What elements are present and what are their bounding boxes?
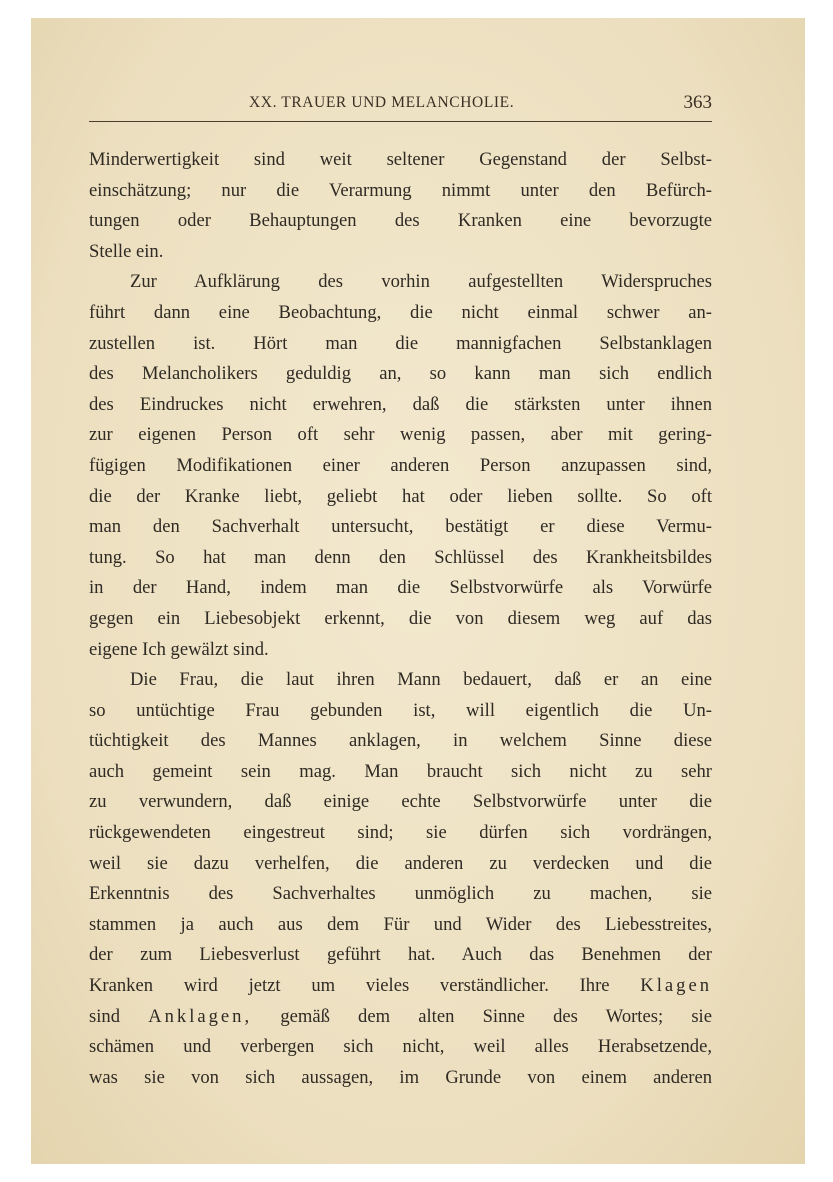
text-line: auch gemeint sein mag. Man braucht sich nicht zu sehr — [89, 760, 712, 782]
text-line: zu verwundern, daß einige echte Selbstvorwürfe unter die — [89, 791, 712, 813]
text-segment: sind — [89, 1005, 120, 1027]
body-text — [89, 145, 712, 1093]
page-number: 363 — [683, 92, 712, 113]
text-line: Zur Aufklärung des vorhin aufgestellten Widerspruches — [130, 271, 712, 293]
text-line: des Melancholikers geduldig an, so kann man sich endlich — [89, 363, 712, 385]
spaced-word: Klagen — [640, 975, 712, 997]
text-line: in der Hand, indem man die Selbstvorwürfe als Vorwürfe — [89, 577, 712, 599]
text-line: tung. So hat man denn den Schlüssel des Krankheitsbildes — [89, 546, 712, 568]
header-rule — [89, 121, 712, 122]
text-line: gegen ein Liebesobjekt erkennt, die von diesem weg auf das — [89, 607, 712, 629]
text-line: eigene Ich gewälzt sind. — [89, 638, 269, 660]
text-line: schämen und verbergen sich nicht, weil alles Herabsetzende, — [89, 1036, 712, 1058]
text-line: was sie von sich aussagen, im Grunde von einem anderen — [89, 1066, 712, 1088]
text-line: einschätzung; nur die Verarmung nimmt unter den Befürch- — [89, 179, 712, 201]
text-line: Stelle ein. — [89, 240, 164, 262]
text-line: man den Sachverhalt untersucht, bestätigt er diese Vermu- — [89, 516, 712, 538]
text-line: zustellen ist. Hört man die mannigfachen Selbstanklagen — [89, 332, 712, 354]
text-line: zur eigenen Person oft sehr wenig passen, aber mit gering- — [89, 424, 712, 446]
text-line: des Eindruckes nicht erwehren, daß die stärksten unter ihnen — [89, 393, 712, 415]
text-line: Minderwertigkeit sind weit seltener Gegenstand der Selbst- — [89, 149, 712, 170]
text-line — [89, 1002, 712, 1033]
text-line: stammen ja auch aus dem Für und Wider des Liebesstreites, — [89, 913, 712, 935]
running-head: XX. TRAUER UND MELANCHOLIE. — [249, 94, 515, 111]
text-line: Die Frau, die laut ihren Mann bedauert, daß er an eine — [130, 669, 712, 691]
page-header — [89, 92, 712, 122]
text-line: so untüchtige Frau gebunden ist, will eigentlich die Un- — [89, 699, 712, 721]
text-segment: gemäß dem alten Sinne des Wortes; sie — [280, 1005, 712, 1027]
text-line: rückgewendeten eingestreut sind; sie dürfen sich vordrängen, — [89, 822, 712, 844]
text-line: Erkenntnis des Sachverhaltes unmöglich zu machen, sie — [89, 883, 712, 905]
text-line: fügigen Modifikationen einer anderen Person anzupassen sind, — [89, 454, 712, 476]
text-segment: Kranken wird jetzt um vieles verständlicher. Ihre — [89, 975, 610, 997]
text-line — [89, 971, 712, 1002]
text-line: tungen oder Behauptungen des Kranken eine bevorzugte — [89, 210, 712, 232]
text-line: die der Kranke liebt, geliebt hat oder lieben sollte. So oft — [89, 485, 712, 507]
text-line: tüchtigkeit des Mannes anklagen, in welchem Sinne diese — [89, 730, 712, 752]
text-line: weil sie dazu verhelfen, die anderen zu verdecken und die — [89, 852, 712, 874]
text-line: führt dann eine Beobachtung, die nicht einmal schwer an- — [89, 301, 712, 323]
spaced-word: Anklagen, — [148, 1005, 253, 1027]
text-line: der zum Liebesverlust geführt hat. Auch das Benehmen der — [89, 944, 712, 966]
